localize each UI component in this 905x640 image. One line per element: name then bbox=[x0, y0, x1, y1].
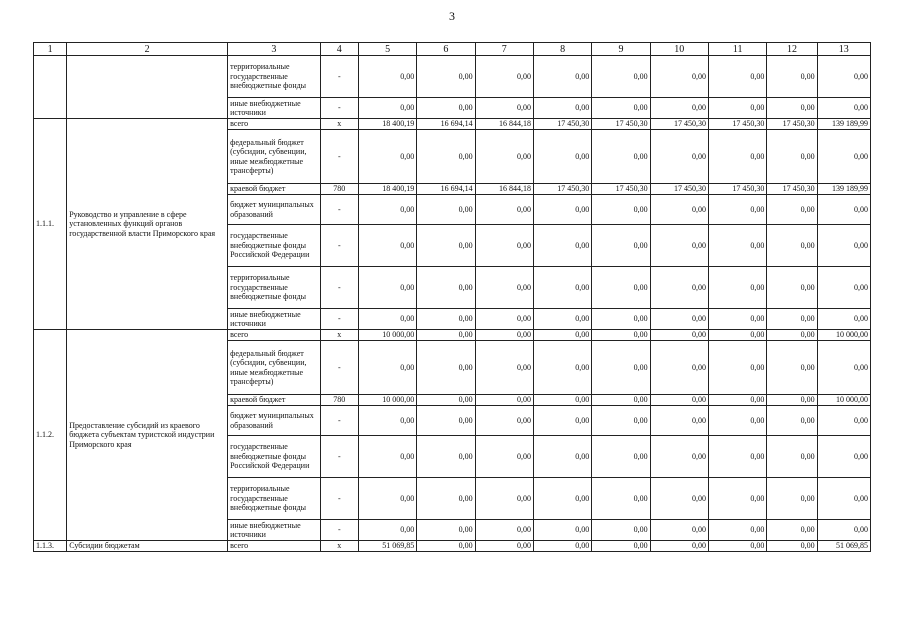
header-cell-7: 7 bbox=[475, 43, 533, 56]
amount-col-8: 17 450,30 bbox=[533, 184, 591, 195]
budget-code: x bbox=[320, 119, 358, 130]
header-cell-4: 4 bbox=[320, 43, 358, 56]
budget-code: - bbox=[320, 267, 358, 309]
amount-col-13: 0,00 bbox=[817, 130, 870, 184]
header-cell-3: 3 bbox=[228, 43, 321, 56]
item-code: 1.1.2. bbox=[34, 330, 67, 541]
funding-source: территориальные государственные внебюджетные фонды bbox=[228, 267, 321, 309]
amount-col-5: 0,00 bbox=[358, 478, 416, 520]
amount-col-6: 0,00 bbox=[417, 341, 475, 395]
amount-col-13: 0,00 bbox=[817, 195, 870, 225]
amount-col-7: 0,00 bbox=[475, 541, 533, 552]
funding-source: бюджет муниципальных образований bbox=[228, 406, 321, 436]
amount-col-13: 0,00 bbox=[817, 98, 870, 119]
amount-col-7: 0,00 bbox=[475, 98, 533, 119]
amount-col-7: 0,00 bbox=[475, 309, 533, 330]
amount-col-13: 10 000,00 bbox=[817, 330, 870, 341]
amount-col-9: 0,00 bbox=[592, 330, 650, 341]
amount-col-8: 0,00 bbox=[533, 130, 591, 184]
amount-col-10: 0,00 bbox=[650, 309, 708, 330]
amount-col-13: 139 189,99 bbox=[817, 119, 870, 130]
amount-col-13: 0,00 bbox=[817, 406, 870, 436]
amount-col-10: 0,00 bbox=[650, 267, 708, 309]
header-cell-8: 8 bbox=[533, 43, 591, 56]
table-row bbox=[34, 56, 871, 98]
header-cell-10: 10 bbox=[650, 43, 708, 56]
amount-col-10: 0,00 bbox=[650, 406, 708, 436]
amount-col-13: 0,00 bbox=[817, 56, 870, 98]
amount-col-7: 0,00 bbox=[475, 195, 533, 225]
amount-col-8: 0,00 bbox=[533, 56, 591, 98]
table-row bbox=[34, 330, 871, 341]
header-row bbox=[34, 43, 871, 56]
amount-col-7: 0,00 bbox=[475, 520, 533, 541]
amount-col-6: 0,00 bbox=[417, 195, 475, 225]
amount-col-13: 0,00 bbox=[817, 225, 870, 267]
item-name: Руководство и управление в сфере установленных функций органов государственной власти Приморского края bbox=[67, 119, 228, 330]
amount-col-6: 0,00 bbox=[417, 98, 475, 119]
amount-col-10: 0,00 bbox=[650, 541, 708, 552]
amount-col-8: 0,00 bbox=[533, 195, 591, 225]
budget-code: - bbox=[320, 341, 358, 395]
amount-col-12: 0,00 bbox=[767, 225, 817, 267]
amount-col-10: 0,00 bbox=[650, 341, 708, 395]
header-cell-6: 6 bbox=[417, 43, 475, 56]
amount-col-12: 0,00 bbox=[767, 395, 817, 406]
amount-col-11: 17 450,30 bbox=[708, 119, 766, 130]
amount-col-7: 0,00 bbox=[475, 395, 533, 406]
amount-col-10: 0,00 bbox=[650, 436, 708, 478]
budget-table bbox=[33, 42, 871, 552]
amount-col-12: 0,00 bbox=[767, 520, 817, 541]
amount-col-12: 0,00 bbox=[767, 130, 817, 184]
header-cell-13: 13 bbox=[817, 43, 870, 56]
table-row bbox=[34, 541, 871, 552]
amount-col-9: 0,00 bbox=[592, 478, 650, 520]
amount-col-10: 0,00 bbox=[650, 56, 708, 98]
item-name bbox=[67, 56, 228, 119]
amount-col-8: 0,00 bbox=[533, 478, 591, 520]
amount-col-12: 0,00 bbox=[767, 478, 817, 520]
amount-col-7: 0,00 bbox=[475, 130, 533, 184]
amount-col-11: 0,00 bbox=[708, 395, 766, 406]
amount-col-9: 0,00 bbox=[592, 436, 650, 478]
amount-col-11: 0,00 bbox=[708, 309, 766, 330]
amount-col-8: 0,00 bbox=[533, 309, 591, 330]
amount-col-8: 0,00 bbox=[533, 267, 591, 309]
amount-col-7: 0,00 bbox=[475, 56, 533, 98]
amount-col-5: 10 000,00 bbox=[358, 395, 416, 406]
amount-col-7: 0,00 bbox=[475, 267, 533, 309]
amount-col-8: 17 450,30 bbox=[533, 119, 591, 130]
amount-col-5: 18 400,19 bbox=[358, 184, 416, 195]
amount-col-6: 0,00 bbox=[417, 309, 475, 330]
amount-col-9: 0,00 bbox=[592, 267, 650, 309]
amount-col-10: 0,00 bbox=[650, 478, 708, 520]
amount-col-10: 0,00 bbox=[650, 98, 708, 119]
amount-col-7: 0,00 bbox=[475, 225, 533, 267]
budget-code: - bbox=[320, 406, 358, 436]
amount-col-9: 0,00 bbox=[592, 225, 650, 267]
amount-col-6: 16 694,14 bbox=[417, 184, 475, 195]
header-cell-2: 2 bbox=[67, 43, 228, 56]
budget-code: x bbox=[320, 330, 358, 341]
amount-col-13: 51 069,85 bbox=[817, 541, 870, 552]
amount-col-6: 0,00 bbox=[417, 541, 475, 552]
funding-source: территориальные государственные внебюджетные фонды bbox=[228, 478, 321, 520]
amount-col-6: 0,00 bbox=[417, 520, 475, 541]
budget-code: - bbox=[320, 130, 358, 184]
amount-col-6: 0,00 bbox=[417, 225, 475, 267]
amount-col-11: 0,00 bbox=[708, 225, 766, 267]
funding-source: федеральный бюджет (субсидии, субвенции, иные межбюджетные трансферты) bbox=[228, 130, 321, 184]
header-cell-1: 1 bbox=[34, 43, 67, 56]
amount-col-12: 17 450,30 bbox=[767, 119, 817, 130]
amount-col-11: 0,00 bbox=[708, 56, 766, 98]
budget-code: - bbox=[320, 309, 358, 330]
amount-col-13: 139 189,99 bbox=[817, 184, 870, 195]
amount-col-12: 0,00 bbox=[767, 341, 817, 395]
amount-col-13: 0,00 bbox=[817, 341, 870, 395]
funding-source: всего bbox=[228, 541, 321, 552]
amount-col-5: 0,00 bbox=[358, 341, 416, 395]
amount-col-8: 0,00 bbox=[533, 98, 591, 119]
budget-code: - bbox=[320, 478, 358, 520]
amount-col-7: 16 844,18 bbox=[475, 119, 533, 130]
header-cell-11: 11 bbox=[708, 43, 766, 56]
amount-col-11: 0,00 bbox=[708, 330, 766, 341]
amount-col-5: 0,00 bbox=[358, 130, 416, 184]
amount-col-9: 0,00 bbox=[592, 341, 650, 395]
header-cell-12: 12 bbox=[767, 43, 817, 56]
funding-source: государственные внебюджетные фонды Российской Федерации bbox=[228, 436, 321, 478]
amount-col-5: 18 400,19 bbox=[358, 119, 416, 130]
amount-col-13: 0,00 bbox=[817, 436, 870, 478]
budget-code: - bbox=[320, 56, 358, 98]
amount-col-8: 0,00 bbox=[533, 436, 591, 478]
amount-col-9: 0,00 bbox=[592, 130, 650, 184]
amount-col-5: 0,00 bbox=[358, 309, 416, 330]
amount-col-6: 0,00 bbox=[417, 130, 475, 184]
amount-col-9: 0,00 bbox=[592, 98, 650, 119]
amount-col-5: 0,00 bbox=[358, 195, 416, 225]
header-cell-5: 5 bbox=[358, 43, 416, 56]
amount-col-11: 0,00 bbox=[708, 130, 766, 184]
budget-code: - bbox=[320, 520, 358, 541]
amount-col-5: 10 000,00 bbox=[358, 330, 416, 341]
amount-col-11: 0,00 bbox=[708, 267, 766, 309]
amount-col-7: 0,00 bbox=[475, 341, 533, 395]
funding-source: всего bbox=[228, 330, 321, 341]
amount-col-6: 16 694,14 bbox=[417, 119, 475, 130]
amount-col-9: 0,00 bbox=[592, 406, 650, 436]
budget-code: - bbox=[320, 98, 358, 119]
amount-col-6: 0,00 bbox=[417, 478, 475, 520]
amount-col-9: 0,00 bbox=[592, 520, 650, 541]
amount-col-10: 17 450,30 bbox=[650, 184, 708, 195]
amount-col-8: 0,00 bbox=[533, 406, 591, 436]
funding-source: краевой бюджет bbox=[228, 184, 321, 195]
item-code bbox=[34, 56, 67, 119]
funding-source: иные внебюджетные источники bbox=[228, 520, 321, 541]
amount-col-6: 0,00 bbox=[417, 395, 475, 406]
amount-col-12: 0,00 bbox=[767, 541, 817, 552]
amount-col-13: 0,00 bbox=[817, 478, 870, 520]
item-name: Субсидии бюджетам bbox=[67, 541, 228, 552]
amount-col-6: 0,00 bbox=[417, 406, 475, 436]
amount-col-10: 0,00 bbox=[650, 520, 708, 541]
amount-col-12: 0,00 bbox=[767, 330, 817, 341]
amount-col-12: 0,00 bbox=[767, 309, 817, 330]
page-number: 3 bbox=[449, 9, 455, 23]
amount-col-11: 0,00 bbox=[708, 406, 766, 436]
amount-col-5: 0,00 bbox=[358, 56, 416, 98]
budget-code: - bbox=[320, 436, 358, 478]
amount-col-12: 17 450,30 bbox=[767, 184, 817, 195]
amount-col-12: 0,00 bbox=[767, 98, 817, 119]
amount-col-13: 0,00 bbox=[817, 309, 870, 330]
amount-col-5: 0,00 bbox=[358, 267, 416, 309]
amount-col-9: 0,00 bbox=[592, 395, 650, 406]
funding-source: бюджет муниципальных образований bbox=[228, 195, 321, 225]
amount-col-10: 0,00 bbox=[650, 195, 708, 225]
amount-col-5: 0,00 bbox=[358, 436, 416, 478]
table-body bbox=[34, 43, 871, 552]
amount-col-10: 0,00 bbox=[650, 225, 708, 267]
amount-col-12: 0,00 bbox=[767, 436, 817, 478]
amount-col-12: 0,00 bbox=[767, 267, 817, 309]
amount-col-7: 16 844,18 bbox=[475, 184, 533, 195]
amount-col-8: 0,00 bbox=[533, 520, 591, 541]
amount-col-7: 0,00 bbox=[475, 406, 533, 436]
funding-source: федеральный бюджет (субсидии, субвенции, иные межбюджетные трансферты) bbox=[228, 341, 321, 395]
amount-col-7: 0,00 bbox=[475, 436, 533, 478]
amount-col-7: 0,00 bbox=[475, 478, 533, 520]
amount-col-12: 0,00 bbox=[767, 406, 817, 436]
amount-col-12: 0,00 bbox=[767, 195, 817, 225]
amount-col-11: 0,00 bbox=[708, 195, 766, 225]
amount-col-6: 0,00 bbox=[417, 330, 475, 341]
table-row bbox=[34, 119, 871, 130]
amount-col-8: 0,00 bbox=[533, 341, 591, 395]
amount-col-13: 0,00 bbox=[817, 267, 870, 309]
amount-col-13: 0,00 bbox=[817, 520, 870, 541]
amount-col-9: 17 450,30 bbox=[592, 119, 650, 130]
amount-col-8: 0,00 bbox=[533, 330, 591, 341]
budget-code: 780 bbox=[320, 395, 358, 406]
amount-col-5: 51 069,85 bbox=[358, 541, 416, 552]
amount-col-8: 0,00 bbox=[533, 395, 591, 406]
funding-source: иные внебюджетные источники bbox=[228, 309, 321, 330]
amount-col-11: 0,00 bbox=[708, 436, 766, 478]
funding-source: всего bbox=[228, 119, 321, 130]
item-code: 1.1.3. bbox=[34, 541, 67, 552]
amount-col-13: 10 000,00 bbox=[817, 395, 870, 406]
budget-code: x bbox=[320, 541, 358, 552]
funding-source: государственные внебюджетные фонды Российской Федерации bbox=[228, 225, 321, 267]
funding-source: территориальные государственные внебюджетные фонды bbox=[228, 56, 321, 98]
amount-col-11: 17 450,30 bbox=[708, 184, 766, 195]
amount-col-5: 0,00 bbox=[358, 98, 416, 119]
amount-col-7: 0,00 bbox=[475, 330, 533, 341]
amount-col-11: 0,00 bbox=[708, 98, 766, 119]
amount-col-11: 0,00 bbox=[708, 341, 766, 395]
amount-col-9: 0,00 bbox=[592, 309, 650, 330]
amount-col-9: 0,00 bbox=[592, 541, 650, 552]
item-name: Предоставление субсидий из краевого бюджета субъектам туристской индустрии Приморского края bbox=[67, 330, 228, 541]
header-cell-9: 9 bbox=[592, 43, 650, 56]
budget-code: - bbox=[320, 225, 358, 267]
amount-col-11: 0,00 bbox=[708, 541, 766, 552]
amount-col-9: 0,00 bbox=[592, 195, 650, 225]
amount-col-5: 0,00 bbox=[358, 406, 416, 436]
amount-col-6: 0,00 bbox=[417, 56, 475, 98]
amount-col-12: 0,00 bbox=[767, 56, 817, 98]
amount-col-9: 0,00 bbox=[592, 56, 650, 98]
amount-col-5: 0,00 bbox=[358, 520, 416, 541]
budget-code: 780 bbox=[320, 184, 358, 195]
amount-col-11: 0,00 bbox=[708, 520, 766, 541]
amount-col-5: 0,00 bbox=[358, 225, 416, 267]
amount-col-10: 0,00 bbox=[650, 395, 708, 406]
amount-col-9: 17 450,30 bbox=[592, 184, 650, 195]
funding-source: иные внебюджетные источники bbox=[228, 98, 321, 119]
amount-col-8: 0,00 bbox=[533, 541, 591, 552]
funding-source: краевой бюджет bbox=[228, 395, 321, 406]
amount-col-6: 0,00 bbox=[417, 267, 475, 309]
amount-col-8: 0,00 bbox=[533, 225, 591, 267]
amount-col-10: 0,00 bbox=[650, 330, 708, 341]
amount-col-10: 0,00 bbox=[650, 130, 708, 184]
amount-col-11: 0,00 bbox=[708, 478, 766, 520]
budget-code: - bbox=[320, 195, 358, 225]
item-code: 1.1.1. bbox=[34, 119, 67, 330]
amount-col-10: 17 450,30 bbox=[650, 119, 708, 130]
amount-col-6: 0,00 bbox=[417, 436, 475, 478]
